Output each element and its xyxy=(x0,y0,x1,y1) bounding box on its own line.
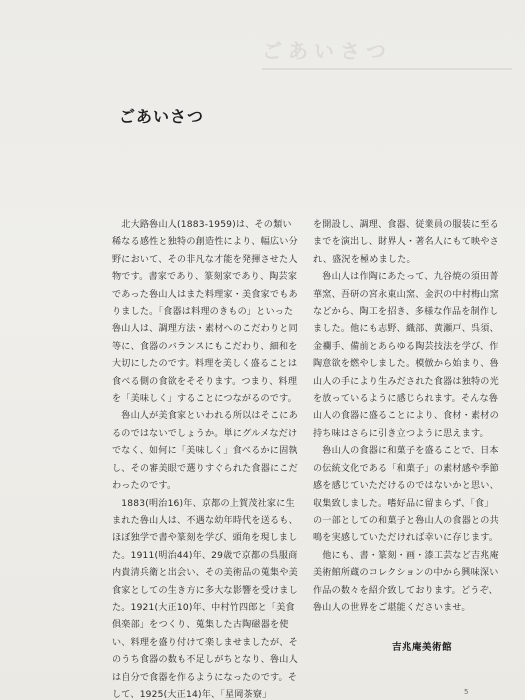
paragraph: 北大路魯山人(1883-1959)は、その類い稀なる感性と独特の創造性により、幅広い分野において、その非凡な才能を発揮させた人物です。書家であり、篆刻家であり、陶芸家であった魯山人はまた料理家・美食家でもありました。「食器は料理のきもの」といった魯山人は、調理方法・素材へのこだわりと同等に、食器のバランスにもこだわり、細和を大切にしたのです。料理を美しく盛ることは食べる側の食欲をそそります。つまり、料理を「美味しく」することにつながるのです。 xyxy=(112,220,298,405)
page-title: ごあいさつ xyxy=(119,107,205,126)
paragraph: を開設し、調理、食器、従業員の服装に至るまでを演出し、財界人・著名人にもて映やされ、盛況を極めました。 xyxy=(313,220,499,265)
paragraph: 魯山人の食器に和菓子を盛ることで、日本の伝統文化である「和菓子」の素材感や季節感を感じていただけるのではないかと思い、収集致しました。嗜好品に留まらず、「食」の一部としての和菓子と魯山人の食器との共鳴を実感していただければ幸いに存じます。 xyxy=(313,446,499,544)
signature-museum-name: 吉兆庵美術館 xyxy=(392,642,453,653)
page-number: 5 xyxy=(464,688,469,696)
paragraph: 魯山人が美食家といわれる所以はそこにあるのではないでしょうか。単にグルメなだけでなく、如何に「美味しく」食べるかに固執し、その審美眼で選りすぐられた食器にこだわったのです。 xyxy=(112,411,298,492)
paragraph: 魯山人は作陶にあたって、九谷焼の須田菁華窯、吾研の宮永東山窯、金沢の中村梅山窯などから、陶工を招き、多様な作品を制作しました。他にも志野、織部、黄瀬戸、呉須、金襴手、備前とあらゆる陶芸技法を学び、作陶意欲を燃やしました。模倣から始まり、魯山人の手により生みだされた食器は独特の光を放っているように感じられます。そんな魯山人の食器に盛ることにより、食材・素材の持ち味はさらに引き立つように思えます。 xyxy=(313,272,499,439)
facing-page-bleed-rule xyxy=(262,68,512,70)
paragraph: 1883(明治16)年、京都の上賀茂社家に生まれた魯山人は、不遇な幼年時代を送るも、ほぼ独学で書や篆刻を学び、頭角を現しました。1911(明治44)年、29歳で京都の呉服商内貴清兵衛と出会い、その美術品の蒐集や美食家としての生き方に多大な影響を受けました。1921(大正10)年、中村竹四郎と「美食俱楽部」をつくり、蒐集した古陶磁器を使い、料理を盛り付けて楽しませましたが、そのうち食器の数も不足しがちとなり、魯山人は自分で食器を作るようになったのです。そして、1925(大正14)年、「星岡茶寮」 xyxy=(112,498,298,700)
facing-page-bleed-text: ごあいさつ xyxy=(262,39,392,63)
paragraph: 他にも、書・篆刻・画・漆工芸など吉兆庵美術館所蔵のコレクションの中から興味深い作品の数々を紹介致しております。どうぞ、魯山人の世界をご堪能くださいませ。 xyxy=(313,550,499,613)
body-column-right xyxy=(313,217,501,617)
body-column-left xyxy=(112,217,300,700)
